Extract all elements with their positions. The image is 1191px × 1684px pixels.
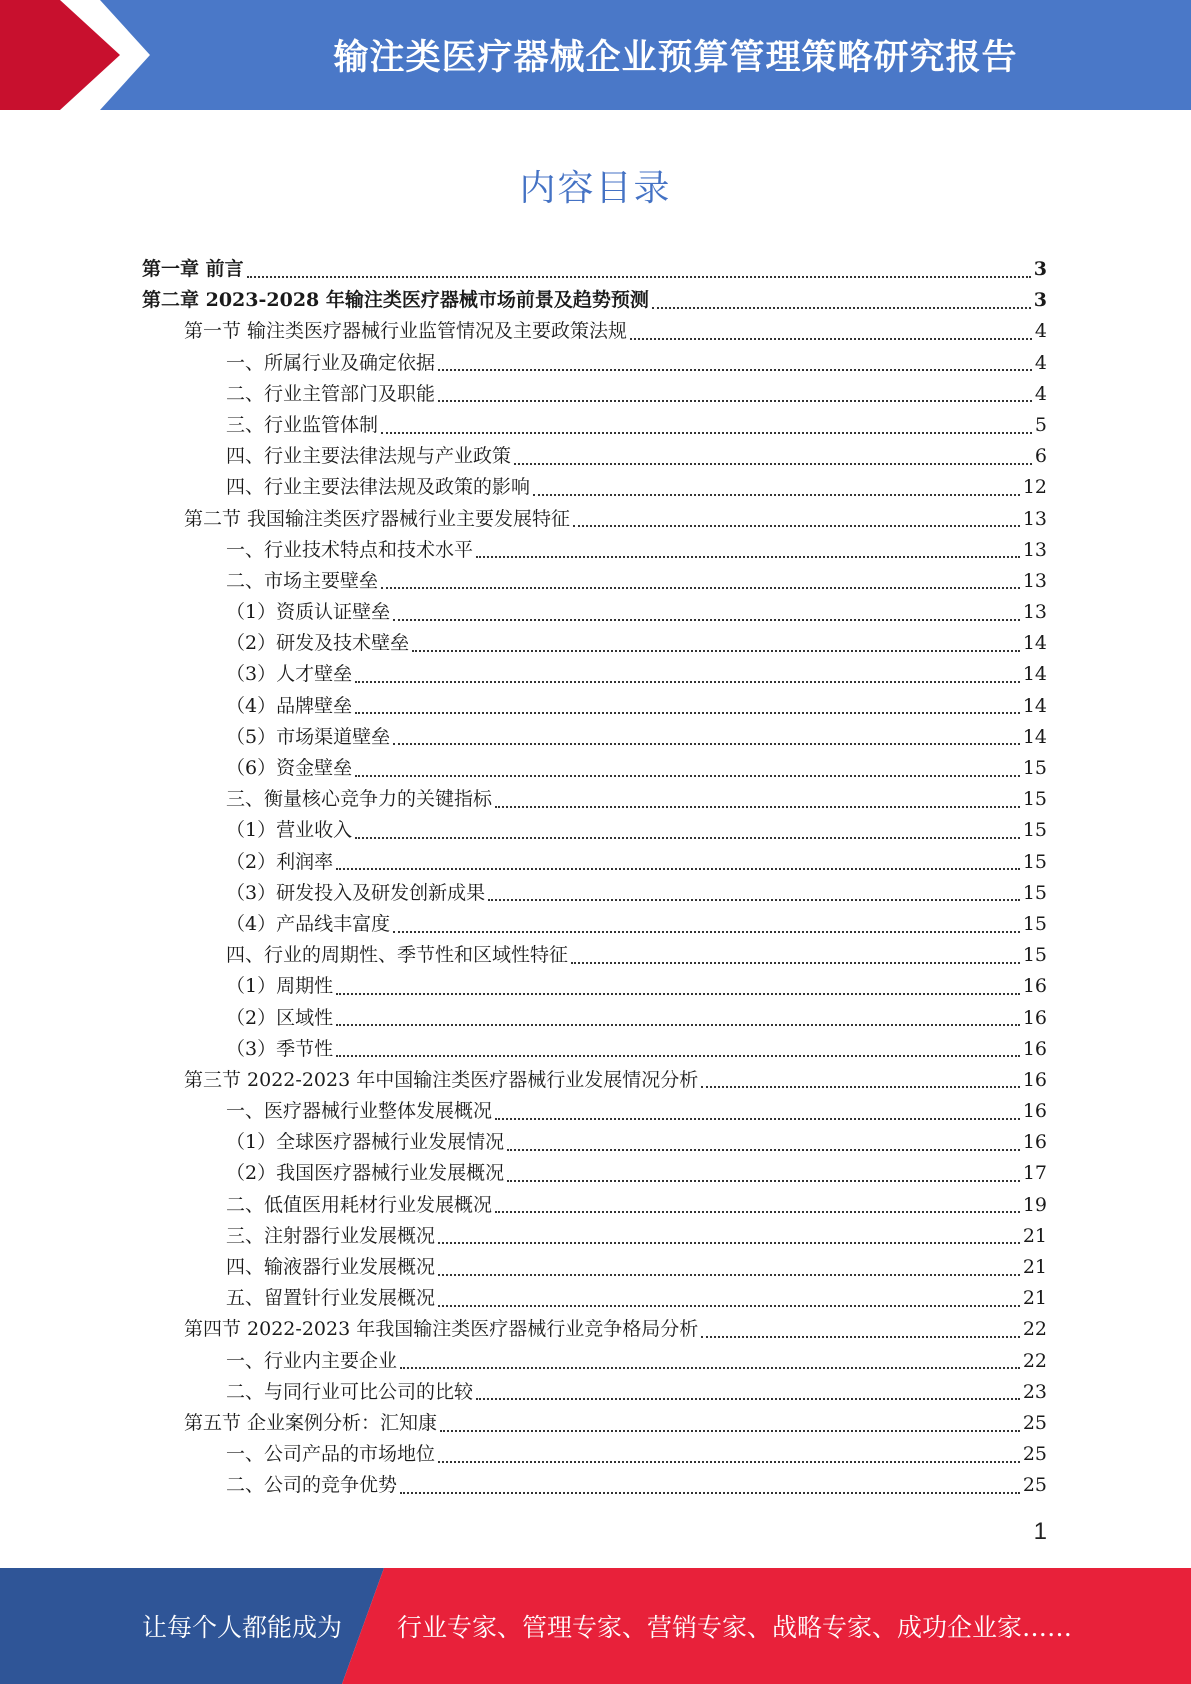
toc-entry-label: （3）研发投入及研发创新成果 bbox=[226, 881, 486, 904]
toc-dot-leader bbox=[336, 868, 1020, 870]
toc-entry[interactable] bbox=[142, 504, 1047, 535]
toc-entry-page: 13 bbox=[1022, 507, 1047, 530]
toc-entry[interactable] bbox=[142, 535, 1047, 566]
toc-entry-label: 三、注射器行业发展概况 bbox=[226, 1224, 436, 1247]
toc-dot-leader bbox=[400, 1492, 1020, 1494]
toc-entry-label: 第四节 2022-2023 年我国输注类医疗器械行业竞争格局分析 bbox=[184, 1318, 699, 1341]
toc-entry-page: 19 bbox=[1022, 1193, 1047, 1216]
toc-entry-page: 17 bbox=[1022, 1162, 1047, 1185]
toc-entry-label: （5）市场渠道壁垒 bbox=[226, 725, 391, 748]
toc-entry[interactable] bbox=[142, 1439, 1047, 1470]
toc-entry-page: 12 bbox=[1022, 476, 1047, 499]
toc-entry[interactable] bbox=[142, 753, 1047, 784]
toc-entry-label: 一、行业技术特点和技术水平 bbox=[226, 538, 474, 561]
toc-entry-label: （2）利润率 bbox=[226, 850, 334, 873]
toc-entry-page: 15 bbox=[1022, 757, 1047, 779]
toc-entry-page: 16 bbox=[1022, 1006, 1047, 1029]
toc-entry-page: 16 bbox=[1022, 1100, 1047, 1123]
toc-entry-page: 25 bbox=[1022, 1411, 1047, 1434]
toc-dot-leader bbox=[381, 432, 1032, 434]
toc-entry-label: 一、行业内主要企业 bbox=[226, 1349, 398, 1372]
toc-entry-page: 5 bbox=[1034, 413, 1047, 436]
toc-entry[interactable] bbox=[142, 1470, 1047, 1501]
toc-entry-page: 16 bbox=[1022, 1037, 1047, 1060]
toc-entry[interactable] bbox=[142, 1408, 1047, 1439]
toc-entry-label: （3）季节性 bbox=[226, 1037, 334, 1060]
toc-dot-leader bbox=[652, 307, 1031, 309]
toc-dot-leader bbox=[495, 1211, 1020, 1213]
toc-entry-page: 25 bbox=[1022, 1474, 1047, 1497]
toc-entry[interactable] bbox=[142, 940, 1047, 971]
toc-entry-label: 二、行业主管部门及职能 bbox=[226, 382, 436, 405]
toc-entry[interactable] bbox=[142, 1003, 1047, 1034]
footer-slogan-right: 行业专家、管理专家、营销专家、战略专家、成功企业家…… bbox=[397, 1613, 1073, 1642]
toc-entry[interactable] bbox=[142, 815, 1047, 846]
toc-entry-label: 第一章 前言 bbox=[142, 258, 244, 280]
toc-dot-leader bbox=[514, 463, 1032, 465]
toc-entry-label: （1）周期性 bbox=[226, 975, 334, 998]
toc-entry[interactable] bbox=[142, 847, 1047, 878]
toc-entry-label: （2）我国医疗器械行业发展概况 bbox=[226, 1162, 505, 1185]
toc-entry-page: 13 bbox=[1022, 569, 1047, 592]
toc-entry[interactable] bbox=[142, 691, 1047, 722]
toc-dot-leader bbox=[495, 1118, 1020, 1120]
toc-entry-page: 23 bbox=[1022, 1380, 1047, 1403]
toc-entry-page: 14 bbox=[1022, 632, 1047, 655]
toc-dot-leader bbox=[336, 1055, 1020, 1057]
toc-entry-label: 五、留置针行业发展概况 bbox=[226, 1287, 436, 1310]
toc-title: 内容目录 bbox=[519, 168, 672, 209]
toc-dot-leader bbox=[488, 899, 1020, 901]
toc-dot-leader bbox=[247, 276, 1031, 278]
footer-slogan-left: 让每个人都能成为 bbox=[142, 1613, 343, 1642]
toc-entry-label: 三、衡量核心竞争力的关键指标 bbox=[226, 788, 493, 811]
toc-dot-leader bbox=[355, 837, 1020, 839]
toc-entry-label: 一、所属行业及确定依据 bbox=[226, 351, 436, 374]
table-of-contents bbox=[142, 254, 1047, 1502]
toc-entry-label: （1）资质认证壁垒 bbox=[226, 601, 391, 624]
toc-entry-page: 21 bbox=[1022, 1256, 1047, 1278]
toc-dot-leader bbox=[336, 1024, 1020, 1026]
toc-entry-page: 15 bbox=[1022, 850, 1047, 873]
toc-dot-leader bbox=[533, 494, 1020, 496]
toc-entry-label: （4）产品线丰富度 bbox=[226, 912, 391, 935]
toc-entry-label: 四、行业的周期性、季节性和区域性特征 bbox=[226, 944, 569, 967]
toc-entry-label: （3）人才壁垒 bbox=[226, 663, 353, 686]
toc-entry-page: 13 bbox=[1022, 538, 1047, 561]
toc-entry[interactable] bbox=[142, 784, 1047, 815]
toc-entry[interactable] bbox=[142, 1127, 1047, 1158]
toc-entry[interactable] bbox=[142, 971, 1047, 1002]
header-banner bbox=[0, 0, 1191, 110]
footer-banner bbox=[0, 1568, 1191, 1684]
toc-entry-page: 13 bbox=[1022, 601, 1047, 624]
page-number: 1 bbox=[1033, 1518, 1047, 1545]
toc-entry-label: 第二章 2023-2028 年输注类医疗器械市场前景及趋势预测 bbox=[142, 289, 649, 312]
toc-dot-leader bbox=[393, 619, 1020, 621]
toc-dot-leader bbox=[336, 993, 1020, 995]
toc-dot-leader bbox=[412, 650, 1020, 652]
toc-entry-page: 21 bbox=[1022, 1287, 1047, 1310]
toc-entry-label: （1）营业收入 bbox=[226, 819, 353, 842]
toc-entry[interactable] bbox=[142, 1252, 1047, 1283]
toc-dot-leader bbox=[381, 587, 1020, 589]
toc-dot-leader bbox=[438, 400, 1032, 402]
toc-entry[interactable] bbox=[142, 1096, 1047, 1127]
toc-dot-leader bbox=[476, 556, 1020, 558]
toc-entry[interactable] bbox=[142, 909, 1047, 940]
toc-entry[interactable] bbox=[142, 472, 1047, 503]
toc-entry[interactable] bbox=[142, 1158, 1047, 1189]
toc-entry-page: 4 bbox=[1034, 382, 1047, 405]
report-title: 输注类医疗器械企业预算管理策略研究报告 bbox=[333, 38, 1018, 78]
toc-entry-label: 一、医疗器械行业整体发展概况 bbox=[226, 1100, 493, 1123]
toc-dot-leader bbox=[630, 338, 1032, 340]
toc-entry-page: 16 bbox=[1022, 1068, 1047, 1091]
toc-entry-page: 15 bbox=[1022, 819, 1047, 842]
toc-entry-label: 二、公司的竞争优势 bbox=[226, 1474, 398, 1497]
toc-entry-label: （1）全球医疗器械行业发展情况 bbox=[226, 1131, 505, 1154]
toc-entry-label: （4）品牌壁垒 bbox=[226, 694, 353, 717]
toc-dot-leader bbox=[438, 1305, 1020, 1307]
toc-entry[interactable] bbox=[142, 722, 1047, 753]
toc-entry-label: 第二节 我国输注类医疗器械行业主要发展特征 bbox=[184, 507, 571, 530]
toc-entry[interactable] bbox=[142, 410, 1047, 441]
toc-dot-leader bbox=[355, 681, 1020, 683]
toc-dot-leader bbox=[438, 1242, 1020, 1244]
toc-dot-leader bbox=[438, 369, 1032, 371]
toc-entry-label: （2）区域性 bbox=[226, 1006, 334, 1029]
toc-entry-label: 第一节 输注类医疗器械行业监管情况及主要政策法规 bbox=[184, 320, 628, 343]
toc-entry-page: 16 bbox=[1022, 1131, 1047, 1154]
toc-dot-leader bbox=[571, 962, 1020, 964]
toc-entry-page: 3 bbox=[1033, 258, 1047, 280]
toc-dot-leader bbox=[438, 1461, 1020, 1463]
toc-entry-label: 三、行业监管体制 bbox=[226, 413, 379, 436]
toc-entry[interactable] bbox=[142, 1283, 1047, 1314]
toc-dot-leader bbox=[476, 1398, 1020, 1400]
toc-entry[interactable] bbox=[142, 348, 1047, 379]
toc-entry-page: 3 bbox=[1033, 289, 1047, 312]
toc-entry-label: 一、公司产品的市场地位 bbox=[226, 1443, 436, 1466]
toc-dot-leader bbox=[507, 1149, 1020, 1151]
toc-entry-page: 22 bbox=[1022, 1318, 1047, 1341]
toc-entry[interactable] bbox=[142, 254, 1047, 285]
toc-entry[interactable] bbox=[142, 1065, 1047, 1096]
toc-entry-page: 22 bbox=[1022, 1349, 1047, 1372]
toc-entry[interactable] bbox=[142, 1034, 1047, 1065]
toc-entry[interactable] bbox=[142, 628, 1047, 659]
toc-entry-page: 15 bbox=[1022, 881, 1047, 904]
toc-entry[interactable] bbox=[142, 285, 1047, 316]
toc-entry[interactable] bbox=[142, 597, 1047, 628]
toc-entry-label: （6）资金壁垒 bbox=[226, 757, 353, 779]
toc-dot-leader bbox=[573, 525, 1020, 527]
toc-dot-leader bbox=[440, 1430, 1020, 1432]
toc-dot-leader bbox=[393, 931, 1020, 933]
toc-entry-page: 6 bbox=[1034, 445, 1047, 468]
toc-entry-page: 15 bbox=[1022, 788, 1047, 811]
toc-entry-label: 第五节 企业案例分析：汇知康 bbox=[184, 1411, 438, 1434]
toc-dot-leader bbox=[507, 1180, 1020, 1182]
toc-entry-page: 15 bbox=[1022, 912, 1047, 935]
toc-entry-label: 二、市场主要壁垒 bbox=[226, 569, 379, 592]
toc-dot-leader bbox=[355, 712, 1020, 714]
toc-entry-label: （2）研发及技术壁垒 bbox=[226, 632, 410, 655]
toc-entry-page: 25 bbox=[1022, 1443, 1047, 1466]
toc-entry[interactable] bbox=[142, 1377, 1047, 1408]
toc-entry-label: 二、与同行业可比公司的比较 bbox=[226, 1380, 474, 1403]
toc-entry-page: 15 bbox=[1022, 944, 1047, 967]
toc-entry[interactable] bbox=[142, 1346, 1047, 1377]
toc-dot-leader bbox=[355, 775, 1020, 777]
toc-entry-page: 14 bbox=[1022, 694, 1047, 717]
toc-dot-leader bbox=[438, 1274, 1020, 1276]
toc-entry-page: 4 bbox=[1034, 351, 1047, 374]
toc-entry-page: 21 bbox=[1022, 1224, 1047, 1247]
toc-entry-page: 14 bbox=[1022, 663, 1047, 686]
toc-entry-label: 四、行业主要法律法规与产业政策 bbox=[226, 445, 512, 468]
toc-entry-label: 四、行业主要法律法规及政策的影响 bbox=[226, 476, 531, 499]
toc-dot-leader bbox=[701, 1336, 1020, 1338]
toc-entry-page: 16 bbox=[1022, 975, 1047, 998]
toc-entry-label: 二、低值医用耗材行业发展概况 bbox=[226, 1193, 493, 1216]
toc-dot-leader bbox=[393, 743, 1020, 745]
toc-entry[interactable] bbox=[142, 379, 1047, 410]
toc-entry[interactable] bbox=[142, 316, 1047, 347]
toc-entry-page: 14 bbox=[1022, 725, 1047, 748]
toc-dot-leader bbox=[701, 1086, 1020, 1088]
toc-entry[interactable] bbox=[142, 1314, 1047, 1345]
toc-dot-leader bbox=[495, 806, 1020, 808]
toc-dot-leader bbox=[400, 1367, 1020, 1369]
toc-entry[interactable] bbox=[142, 1221, 1047, 1252]
toc-entry-label: 四、输液器行业发展概况 bbox=[226, 1256, 436, 1278]
toc-entry[interactable] bbox=[142, 878, 1047, 909]
toc-entry[interactable] bbox=[142, 659, 1047, 690]
toc-entry[interactable] bbox=[142, 566, 1047, 597]
toc-entry-label: 第三节 2022-2023 年中国输注类医疗器械行业发展情况分析 bbox=[184, 1068, 699, 1091]
toc-entry-page: 4 bbox=[1034, 320, 1047, 343]
toc-entry[interactable] bbox=[142, 441, 1047, 472]
toc-entry[interactable] bbox=[142, 1190, 1047, 1221]
